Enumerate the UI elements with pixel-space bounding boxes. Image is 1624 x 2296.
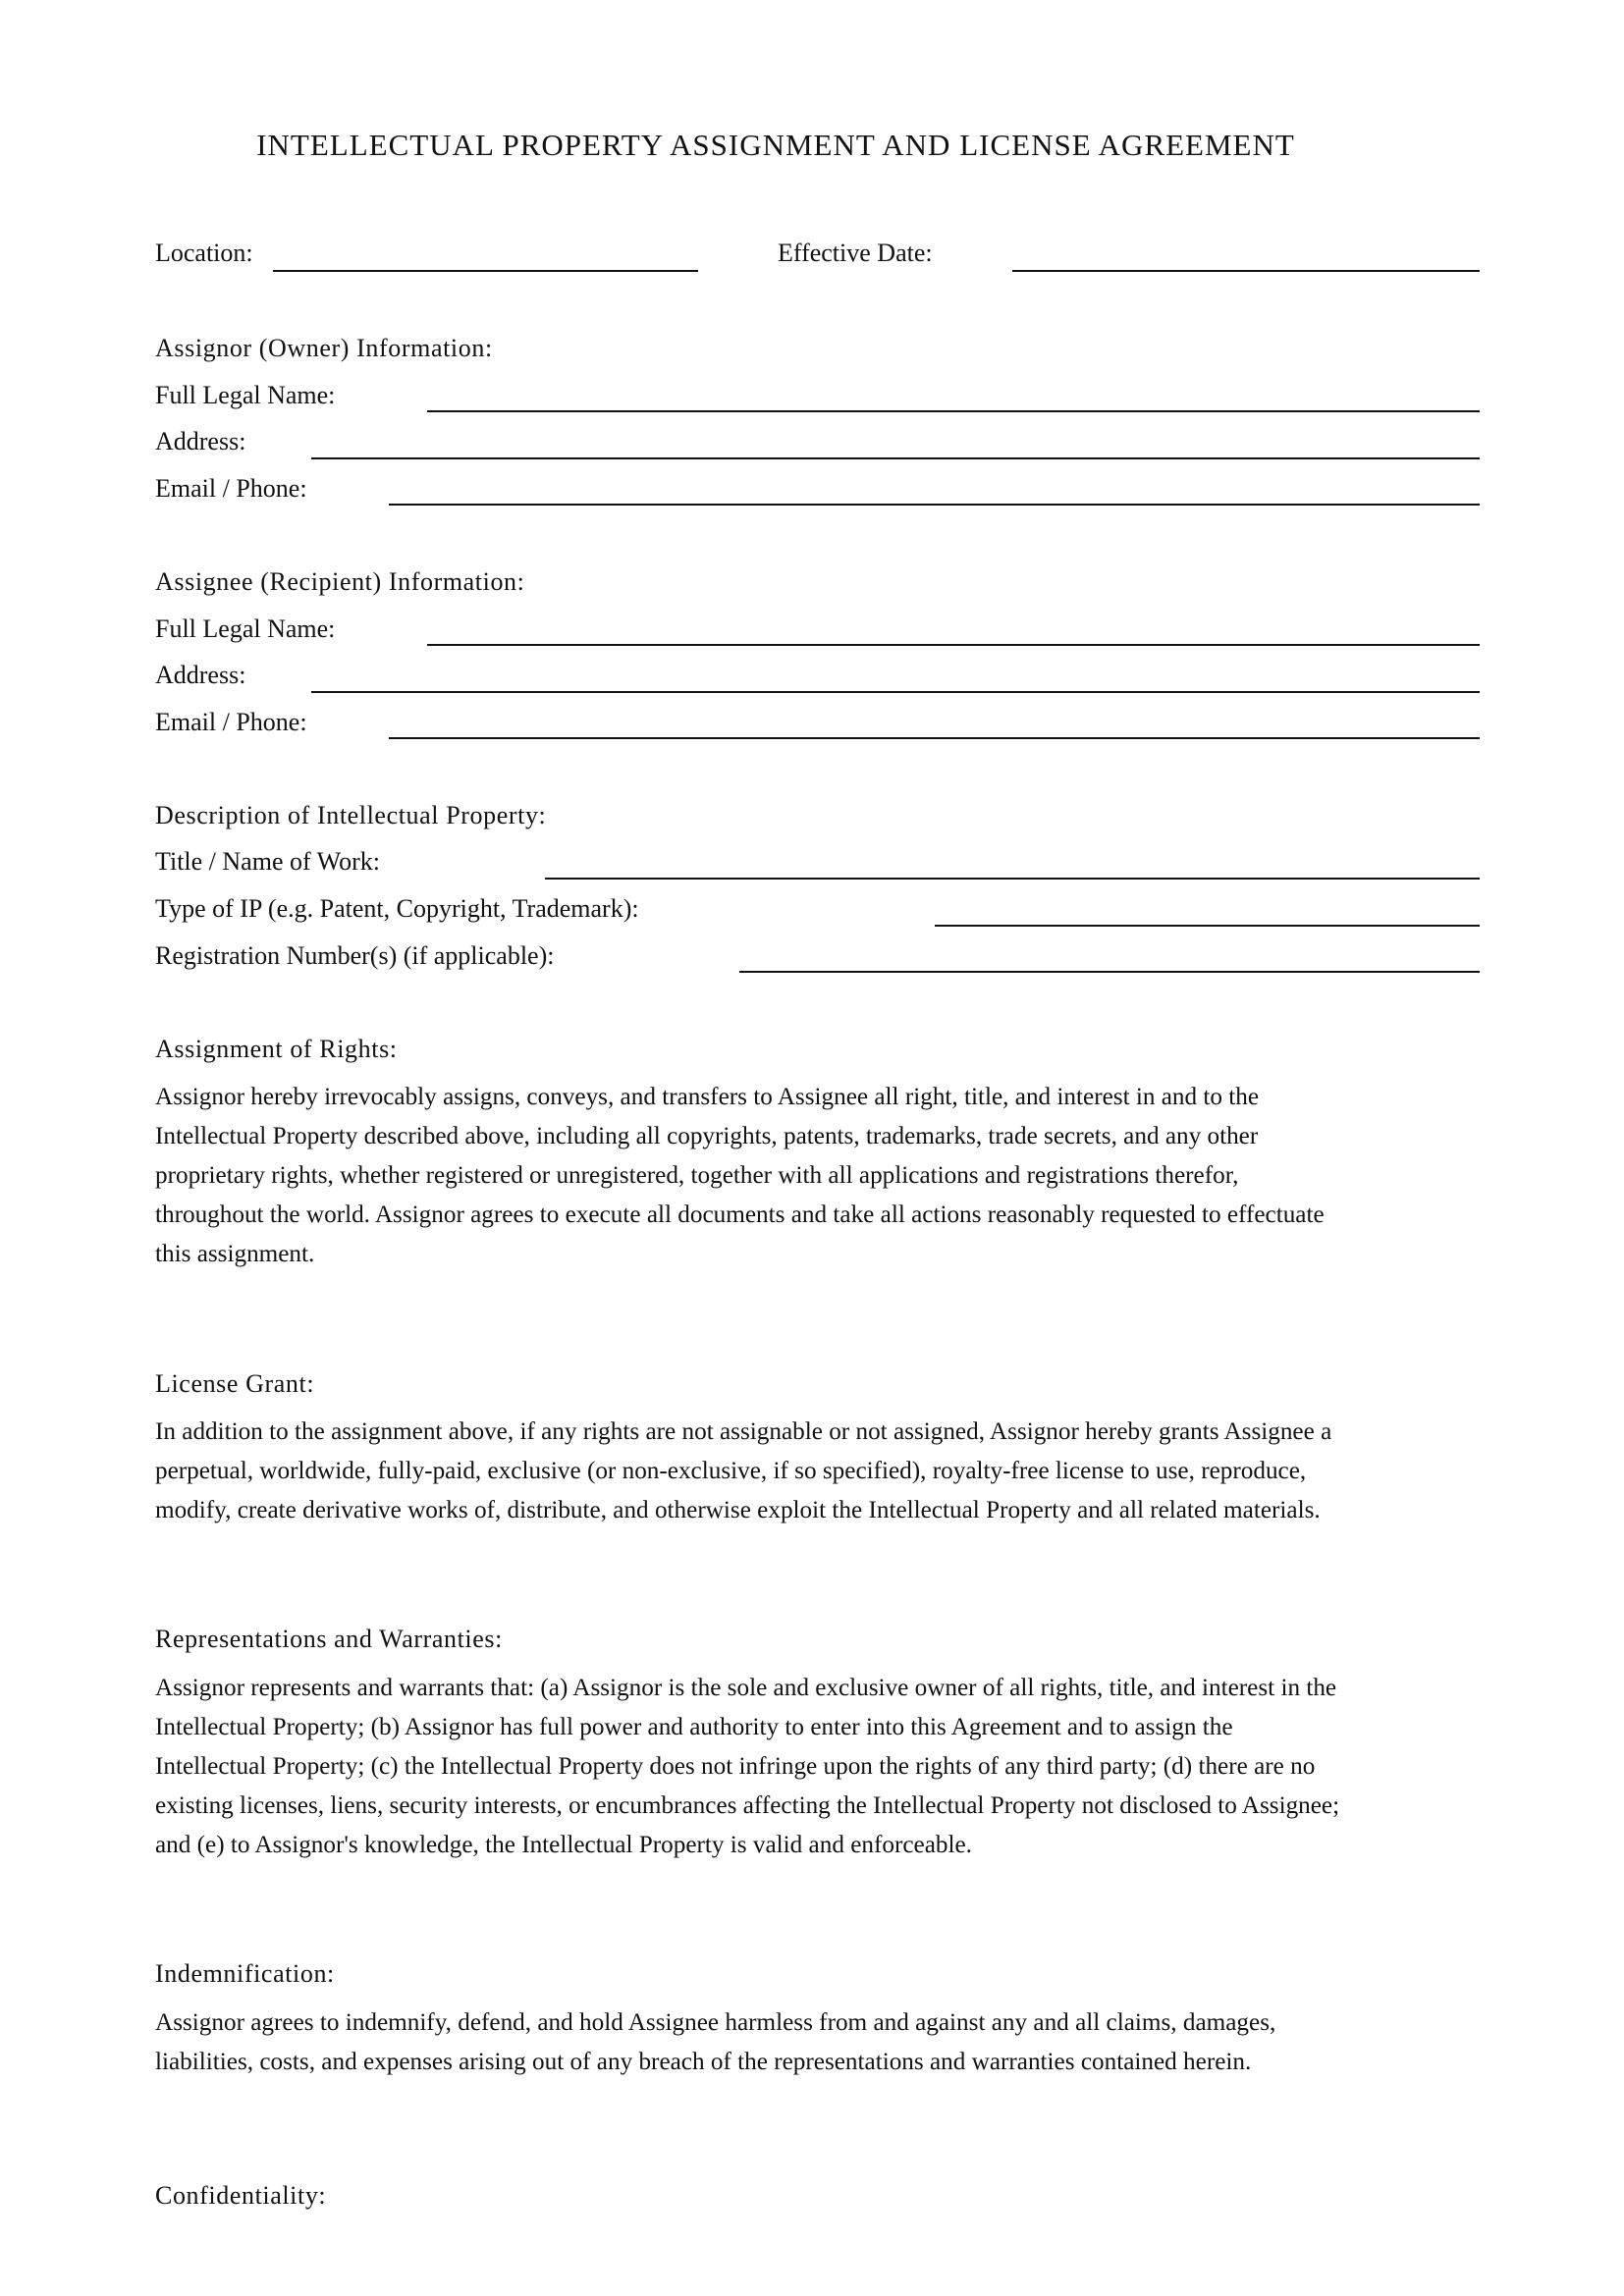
effective-date-label: Effective Date: xyxy=(778,239,933,267)
assignor-email-phone-label: Email / Phone: xyxy=(155,474,307,503)
text-line: Assignor agrees to indemnify, defend, and hold Assignee harmless from and against any and all claims, damages, xyxy=(155,2009,1276,2036)
text-line: Intellectual Property; (b) Assignor has full power and authority to enter into this Agreement and to assign the xyxy=(155,1714,1233,1740)
representations-warranties-heading: Representations and Warranties: xyxy=(155,1625,503,1653)
text-line: Assignor represents and warrants that: (a) Assignor is the sole and exclusive owner of all rights, title, and interest in the xyxy=(155,1675,1337,1701)
ip-description-heading: Description of Intellectual Property: xyxy=(155,801,547,829)
assignor-address-field-line[interactable] xyxy=(311,457,1480,459)
ip-registration-label: Registration Number(s) (if applicable): xyxy=(155,941,555,970)
license-grant-heading: License Grant: xyxy=(155,1369,315,1398)
document-title: INTELLECTUAL PROPERTY ASSIGNMENT AND LICENSE AGREEMENT xyxy=(256,128,1295,162)
text-line: this assignment. xyxy=(155,1241,315,1267)
assignor-full-name-label: Full Legal Name: xyxy=(155,381,336,409)
confidentiality-heading: Confidentiality: xyxy=(155,2181,327,2210)
assignee-heading: Assignee (Recipient) Information: xyxy=(155,567,525,596)
text-line: liabilities, costs, and expenses arising out of any breach of the representations and warranties contained herein. xyxy=(155,2049,1252,2075)
assignee-address-label: Address: xyxy=(155,661,246,689)
assignment-of-rights-text xyxy=(155,1078,1483,1274)
ip-title-label: Title / Name of Work: xyxy=(155,847,381,876)
assignor-address-label: Address: xyxy=(155,427,246,455)
license-grant-text xyxy=(155,1413,1483,1530)
ip-type-label: Type of IP (e.g. Patent, Copyright, Trademark): xyxy=(155,894,639,923)
text-line: throughout the world. Assignor agrees to execute all documents and take all actions reasonably requested to effectuate xyxy=(155,1201,1325,1228)
location-field-line[interactable] xyxy=(273,270,698,272)
assignor-full-name-field-line[interactable] xyxy=(427,410,1480,412)
indemnification-text xyxy=(155,2003,1483,2082)
text-line: and (e) to Assignor's knowledge, the Intellectual Property is valid and enforceable. xyxy=(155,1832,972,1858)
text-line: existing licenses, liens, security interests, or encumbrances affecting the Intellectual Property not disclosed to Assignee; xyxy=(155,1792,1340,1819)
representations-warranties-text xyxy=(155,1669,1483,1865)
assignor-heading: Assignor (Owner) Information: xyxy=(155,334,493,362)
text-line: Assignor hereby irrevocably assigns, conveys, and transfers to Assignee all right, title, and interest in and to the xyxy=(155,1084,1260,1110)
text-line: perpetual, worldwide, fully-paid, exclusive (or non-exclusive, if so specified), royalty-free license to use, reproduce, xyxy=(155,1458,1307,1484)
ip-registration-field-line[interactable] xyxy=(739,971,1480,973)
text-line: In addition to the assignment above, if any rights are not assignable or not assigned, Assignor hereby grants Assignee a xyxy=(155,1418,1332,1445)
assignee-email-phone-label: Email / Phone: xyxy=(155,708,307,736)
text-line: Intellectual Property; (c) the Intellectual Property does not infringe upon the rights of any third party; (d) there are no xyxy=(155,1753,1316,1780)
text-line: proprietary rights, whether registered or unregistered, together with all applications and registrations therefor, xyxy=(155,1162,1239,1189)
ip-title-field-line[interactable] xyxy=(545,878,1480,880)
location-label: Location: xyxy=(155,239,253,267)
assignee-email-phone-field-line[interactable] xyxy=(389,737,1480,739)
assignment-of-rights-heading: Assignment of Rights: xyxy=(155,1035,398,1063)
ip-type-field-line[interactable] xyxy=(935,925,1480,927)
assignee-address-field-line[interactable] xyxy=(311,691,1480,693)
text-line: modify, create derivative works of, distribute, and otherwise exploit the Intellectual Property and all related materials. xyxy=(155,1497,1321,1523)
assignor-email-phone-field-line[interactable] xyxy=(389,504,1480,506)
assignee-full-name-field-line[interactable] xyxy=(427,644,1480,646)
assignee-full-name-label: Full Legal Name: xyxy=(155,614,336,643)
effective-date-field-line[interactable] xyxy=(1012,270,1480,272)
text-line: Intellectual Property described above, including all copyrights, patents, trademarks, trade secrets, and any other xyxy=(155,1123,1259,1149)
indemnification-heading: Indemnification: xyxy=(155,1959,335,1988)
